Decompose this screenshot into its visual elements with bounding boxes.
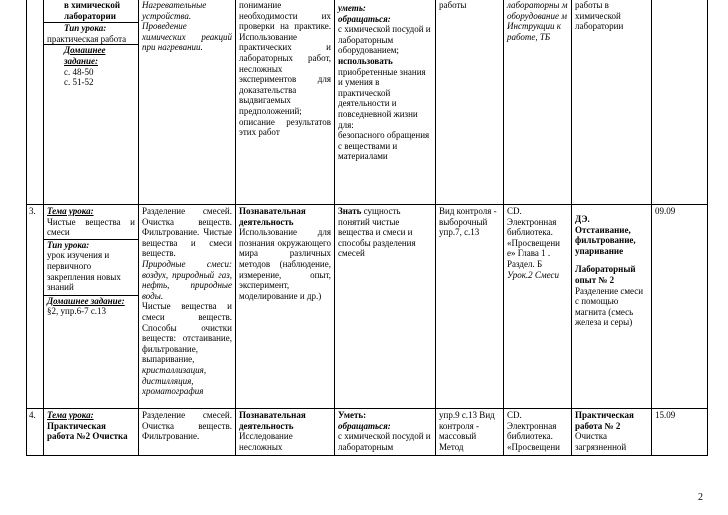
activity-cell: понимание необходимости их проверки на практике. Использование практических и лабораторных работ, несложных экспериментов для доказательства выдвигаемых предположений; описание результатов этих работ [236,0,335,205]
row-number: 4. [27,409,44,456]
topic-cell [44,0,139,205]
content-text: Разделение смесей. Очистка веществ. Фильтрование. Чистые вещества и смеси веществ. [142,206,232,259]
demo-text: Разделение смеси с помощью магнита (смесь железа и серы) [575,285,644,328]
topic-cell [44,205,139,409]
activity-text: Использование для познания окружающего мира различных методов (наблюдение, измерение, опыт, эксперимент, моделирование и др.) [239,227,331,301]
date-cell: 15.09 [652,409,708,456]
page-number: 2 [698,492,703,503]
skills-label: Уметь: [338,410,367,420]
lesson-type-value: практическая работа [47,33,127,44]
lesson-plan-table [26,0,708,456]
skills-cell [335,205,436,409]
skills-text: приобретенные знания и умения в практической деятельности и повседневной жизни для: [338,66,426,130]
table-row [27,0,708,205]
homework-line: с. 51-52 [64,77,94,88]
skills-sublabel: обращаться: [338,420,391,431]
skills-text: безопасного обращения с веществами и материалами [338,130,430,162]
lesson-type-value: урок изучения и первичного закрепления новых знаний [47,250,121,293]
demo-cell: работы в химической лаборатории [572,0,652,205]
control-cell: работы [436,0,504,205]
lesson-type-label: Тип урока: [47,239,90,250]
activity-cell [236,205,335,409]
date-cell [652,0,708,205]
skills-text: с химической посудой и лабораторным [338,431,431,452]
demo-cell [572,205,652,409]
date-cell: 09.09 [652,205,708,409]
content-italic: Природные смеси: воздух, природный газ, нефть, природные воды. [142,258,232,301]
content-italic: кристаллизация, дистилляция, хроматография [142,364,207,397]
homework-label: Домашнее задание: [47,295,125,306]
topic-label: Тема урока: [47,206,94,216]
lesson-type-label: Тип урока: [64,23,107,34]
demo-cell [572,409,652,456]
topic-cell [44,409,139,456]
skills-label: Знать [338,206,362,216]
row-number: 3. [27,205,44,409]
skills-text: сущность понятий чистые вещества и смеси и способы разделения смесей [338,206,416,259]
lab-experiment-title: Лабораторный опыт № 2 [575,264,636,285]
table-row [27,205,708,409]
skills-sublabel: использовать [338,55,393,66]
content-cell: Нагревательные устройства. Проведение химических реакций при нагревании. [139,0,236,205]
homework-label: Домашнее задание: [64,45,106,66]
control-cell: Вид контроля - выборочный упр.7, с.13 [436,205,504,409]
content-cell: Разделение смесей. Очистка веществ. Фильтрование. [139,409,236,456]
homework-line: §2, упр.6-7 с.13 [47,306,107,317]
row-number [27,0,44,205]
equipment-cell: CD. Электронная библиотека. «Просвещени [504,409,572,456]
equipment-cell [504,205,572,409]
demo-text: Очистка загрязненной [575,431,627,452]
skills-cell [335,409,436,456]
activity-heading: Познавательная деятельность [239,410,306,431]
activity-heading: Познавательная деятельность [239,206,306,227]
demo-heading: ДЭ. [575,214,590,224]
topic-text: Практическая работа №2 Очистка [47,420,128,442]
skills-text: с химической посудой и лабораторным оборудованием; [338,24,431,56]
demo-heading: Практическая работа № 2 [575,410,634,431]
equipment-text: CD. Электронная библиотека. «Просвещени е» Глава 1 . Раздел. Б [507,206,560,269]
equipment-italic: Урок.2 Смеси [507,269,560,280]
table-row [27,409,708,456]
homework-line: с. 48-50 [64,66,94,77]
topic-label: Тема урока: [47,410,94,420]
activity-cell [236,409,335,456]
skills-cell [335,0,436,205]
topic-text: Чистые вещества и смеси [47,216,135,238]
equipment-cell: лабораторны м оборудование м Инструкции к работе, ТБ [504,0,572,205]
content-cell [139,205,236,409]
control-cell: упр.9 с.13 Вид контроля - массовый Метод [436,409,504,456]
demo-heading: Отстаивание, фильтрование, упаривание [575,224,636,256]
skills-sublabel: обращаться: [338,13,391,24]
skills-label: уметь: [338,3,366,13]
topic-heading: в химической лаборатории [64,0,121,21]
content-text: Чистые вещества и смеси веществ. Способы очистки веществ: отстаивание, фильтрование, выпаривание, [142,301,232,365]
activity-text: Исследование несложных [239,431,293,452]
